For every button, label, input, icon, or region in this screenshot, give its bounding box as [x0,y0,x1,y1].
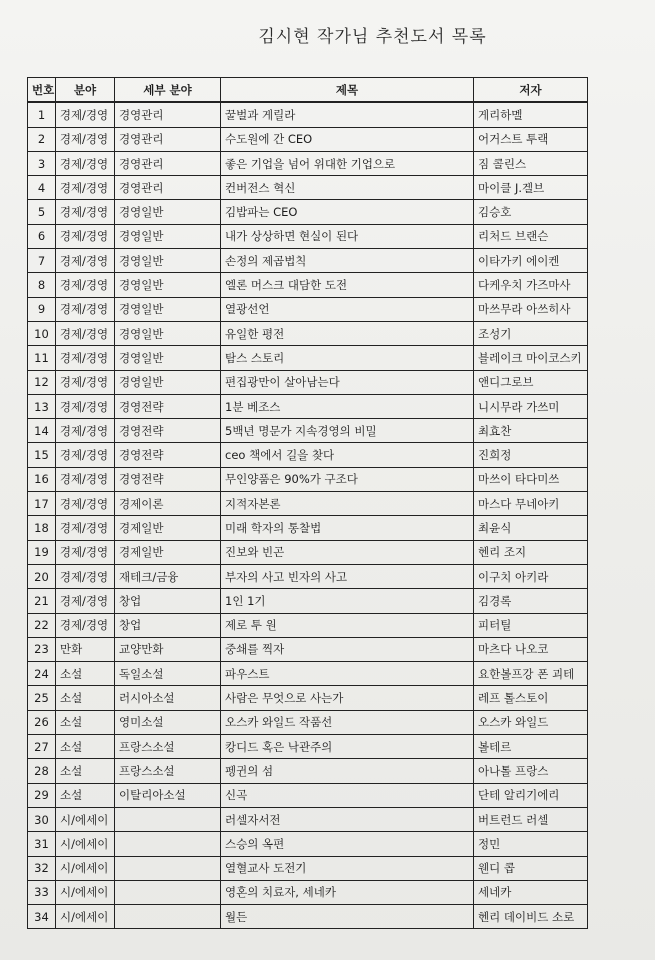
row-title: 펭귄의 섬 [221,759,474,783]
table-row [28,540,588,564]
row-title: 파우스트 [221,662,474,686]
row-title: 열혈교사 도전기 [221,856,474,880]
table-row [28,637,588,661]
row-category: 경제/경영 [56,176,115,200]
table-row [28,516,588,540]
table-row [28,613,588,637]
row-author: 최효찬 [474,419,588,443]
row-author: 짐 콜린스 [474,151,588,175]
row-number: 4 [28,176,56,200]
table-row [28,905,588,929]
row-author: 어거스트 투랙 [474,127,588,151]
row-category: 경제/경영 [56,273,115,297]
table-row [28,102,588,127]
row-subcategory: 경영일반 [115,297,221,321]
row-subcategory: 경영전략 [115,394,221,418]
table-row [28,589,588,613]
row-category: 경제/경영 [56,394,115,418]
row-title: 캉디드 혹은 낙관주의 [221,735,474,759]
row-author: 단테 알리기에리 [474,783,588,807]
table-row [28,880,588,904]
row-title: 중쇄를 찍자 [221,637,474,661]
row-number: 14 [28,419,56,443]
header-title: 제목 [221,78,474,103]
table-row [28,249,588,273]
row-category: 경제/경영 [56,419,115,443]
row-title: 내가 상상하면 현실이 된다 [221,224,474,248]
table-row [28,273,588,297]
row-title: 러셀자서전 [221,807,474,831]
row-number: 12 [28,370,56,394]
row-number: 6 [28,224,56,248]
row-author: 버트런드 러셀 [474,807,588,831]
row-number: 33 [28,880,56,904]
row-author: 웬디 콥 [474,856,588,880]
table-row [28,200,588,224]
row-title: 꿀벌과 게릴라 [221,102,474,127]
row-author: 다케우치 가즈마사 [474,273,588,297]
row-subcategory: 경영일반 [115,273,221,297]
row-title: 영혼의 치료자, 세네카 [221,880,474,904]
row-category: 경제/경영 [56,200,115,224]
row-title: 진보와 빈곤 [221,540,474,564]
row-category: 경제/경영 [56,564,115,588]
row-category: 경제/경영 [56,492,115,516]
row-number: 23 [28,637,56,661]
table-row [28,783,588,807]
header-subcategory: 세부 분야 [115,78,221,103]
row-category: 시/에세이 [56,856,115,880]
row-author: 세네카 [474,880,588,904]
row-number: 21 [28,589,56,613]
row-number: 24 [28,662,56,686]
row-category: 경제/경영 [56,540,115,564]
row-number: 16 [28,467,56,491]
table-row [28,176,588,200]
row-author: 김경록 [474,589,588,613]
row-category: 시/에세이 [56,807,115,831]
row-number: 22 [28,613,56,637]
table-row [28,394,588,418]
table-row [28,492,588,516]
row-number: 19 [28,540,56,564]
row-subcategory [115,905,221,929]
table-row [28,710,588,734]
row-subcategory: 경영일반 [115,224,221,248]
row-category: 경제/경영 [56,321,115,345]
row-title: 지적자본론 [221,492,474,516]
table-row [28,686,588,710]
row-author: 니시무라 가쓰미 [474,394,588,418]
row-category: 시/에세이 [56,880,115,904]
table-row [28,662,588,686]
row-author: 게리하멜 [474,102,588,127]
row-subcategory: 경영관리 [115,151,221,175]
row-number: 20 [28,564,56,588]
row-subcategory: 러시아소설 [115,686,221,710]
row-author: 볼테르 [474,735,588,759]
row-author: 피터틸 [474,613,588,637]
row-author: 리처드 브랜슨 [474,224,588,248]
row-author: 마스다 무네아키 [474,492,588,516]
row-subcategory: 경영관리 [115,176,221,200]
row-author: 요한볼프강 폰 괴테 [474,662,588,686]
table-row [28,297,588,321]
row-author: 아나톨 프랑스 [474,759,588,783]
row-number: 30 [28,807,56,831]
row-title: 월든 [221,905,474,929]
document-title: 김시현 작가님 추천도서 목록 [258,27,487,47]
header-number: 번호 [28,78,56,103]
row-title: 김밥파는 CEO [221,200,474,224]
row-subcategory: 교양만화 [115,637,221,661]
table-row [28,346,588,370]
row-subcategory: 경제일반 [115,516,221,540]
row-number: 34 [28,905,56,929]
row-author: 앤디그로브 [474,370,588,394]
row-number: 11 [28,346,56,370]
row-subcategory [115,856,221,880]
row-subcategory: 경영관리 [115,102,221,127]
row-subcategory: 경영관리 [115,127,221,151]
row-title: 열광선언 [221,297,474,321]
row-subcategory: 영미소설 [115,710,221,734]
row-title: 미래 학자의 통찰법 [221,516,474,540]
row-number: 31 [28,832,56,856]
table-row [28,467,588,491]
row-author: 마쓰이 타다미쓰 [474,467,588,491]
row-subcategory: 경영일반 [115,200,221,224]
row-title: 5백년 명문가 지속경영의 비밀 [221,419,474,443]
row-number: 8 [28,273,56,297]
row-number: 25 [28,686,56,710]
row-subcategory: 프랑스소설 [115,735,221,759]
row-subcategory: 창업 [115,613,221,637]
table-row [28,856,588,880]
row-author: 블레이크 마이코스키 [474,346,588,370]
row-number: 18 [28,516,56,540]
row-number: 17 [28,492,56,516]
row-number: 26 [28,710,56,734]
header-author: 저자 [474,78,588,103]
row-category: 소설 [56,662,115,686]
row-category: 소설 [56,710,115,734]
row-category: 소설 [56,759,115,783]
table-row [28,321,588,345]
row-subcategory: 창업 [115,589,221,613]
row-subcategory: 이탈리아소설 [115,783,221,807]
row-number: 10 [28,321,56,345]
table-row [28,759,588,783]
row-title: 컨버전스 혁신 [221,176,474,200]
row-title: 신곡 [221,783,474,807]
row-number: 9 [28,297,56,321]
row-number: 7 [28,249,56,273]
row-author: 마이클 J.겔브 [474,176,588,200]
row-number: 3 [28,151,56,175]
row-category: 경제/경영 [56,249,115,273]
row-author: 정민 [474,832,588,856]
row-title: ceo 책에서 길을 찾다 [221,443,474,467]
row-category: 소설 [56,735,115,759]
row-subcategory: 경제이론 [115,492,221,516]
row-category: 경제/경영 [56,224,115,248]
row-category: 소설 [56,686,115,710]
row-category: 경제/경영 [56,297,115,321]
row-author: 이구치 아키라 [474,564,588,588]
row-title: 1분 베조스 [221,394,474,418]
row-author: 김승호 [474,200,588,224]
row-subcategory: 경영일반 [115,346,221,370]
row-author: 최윤식 [474,516,588,540]
row-number: 28 [28,759,56,783]
table-row [28,735,588,759]
row-category: 시/에세이 [56,905,115,929]
table-body [28,102,588,929]
row-title: 손정의 제곱법칙 [221,249,474,273]
row-subcategory: 경영전략 [115,467,221,491]
row-author: 이타가키 에이켄 [474,249,588,273]
row-number: 13 [28,394,56,418]
row-subcategory [115,807,221,831]
row-number: 32 [28,856,56,880]
row-author: 헨리 조지 [474,540,588,564]
row-title: 스승의 옥편 [221,832,474,856]
row-title: 무인양품은 90%가 구조다 [221,467,474,491]
row-title: 편집광만이 살아남는다 [221,370,474,394]
row-category: 경제/경영 [56,467,115,491]
table-row [28,419,588,443]
row-number: 5 [28,200,56,224]
row-title: 좋은 기업을 넘어 위대한 기업으로 [221,151,474,175]
row-author: 헨리 데이비드 소로 [474,905,588,929]
row-subcategory: 독일소설 [115,662,221,686]
row-category: 경제/경영 [56,443,115,467]
row-category: 경제/경영 [56,516,115,540]
row-author: 진희정 [474,443,588,467]
row-subcategory: 경영일반 [115,370,221,394]
row-number: 1 [28,102,56,127]
row-title: 엘론 머스크 대담한 도전 [221,273,474,297]
row-title: 1인 1기 [221,589,474,613]
table-row [28,443,588,467]
row-number: 29 [28,783,56,807]
row-title: 부자의 사고 빈자의 사고 [221,564,474,588]
row-author: 마쓰무라 아쓰히사 [474,297,588,321]
row-subcategory [115,880,221,904]
row-number: 2 [28,127,56,151]
table-header-row [28,78,588,103]
row-subcategory: 재테크/금융 [115,564,221,588]
row-category: 경제/경영 [56,127,115,151]
row-subcategory: 경영전략 [115,443,221,467]
table-row [28,832,588,856]
row-subcategory: 경영전략 [115,419,221,443]
row-title: 유일한 평전 [221,321,474,345]
table-row [28,127,588,151]
row-subcategory: 경제일반 [115,540,221,564]
row-category: 경제/경영 [56,613,115,637]
table-row [28,807,588,831]
row-author: 레프 톨스토이 [474,686,588,710]
row-subcategory: 프랑스소설 [115,759,221,783]
row-author: 마츠다 나오코 [474,637,588,661]
row-title: 수도원에 간 CEO [221,127,474,151]
row-subcategory: 경영일반 [115,249,221,273]
row-author: 오스카 와일드 [474,710,588,734]
row-category: 만화 [56,637,115,661]
table-row [28,224,588,248]
row-category: 시/에세이 [56,832,115,856]
table-row [28,151,588,175]
row-category: 경제/경영 [56,370,115,394]
row-number: 27 [28,735,56,759]
row-number: 15 [28,443,56,467]
table-row [28,370,588,394]
row-category: 경제/경영 [56,102,115,127]
row-title: 오스카 와일드 작품선 [221,710,474,734]
row-title: 사람은 무엇으로 사는가 [221,686,474,710]
book-list-table [27,77,588,929]
table-row [28,564,588,588]
row-subcategory: 경영일반 [115,321,221,345]
row-title: 제로 투 원 [221,613,474,637]
header-category: 분야 [56,78,115,103]
row-subcategory [115,832,221,856]
row-author: 조성기 [474,321,588,345]
row-title: 탐스 스토리 [221,346,474,370]
row-category: 경제/경영 [56,346,115,370]
row-category: 경제/경영 [56,589,115,613]
row-category: 경제/경영 [56,151,115,175]
row-category: 소설 [56,783,115,807]
